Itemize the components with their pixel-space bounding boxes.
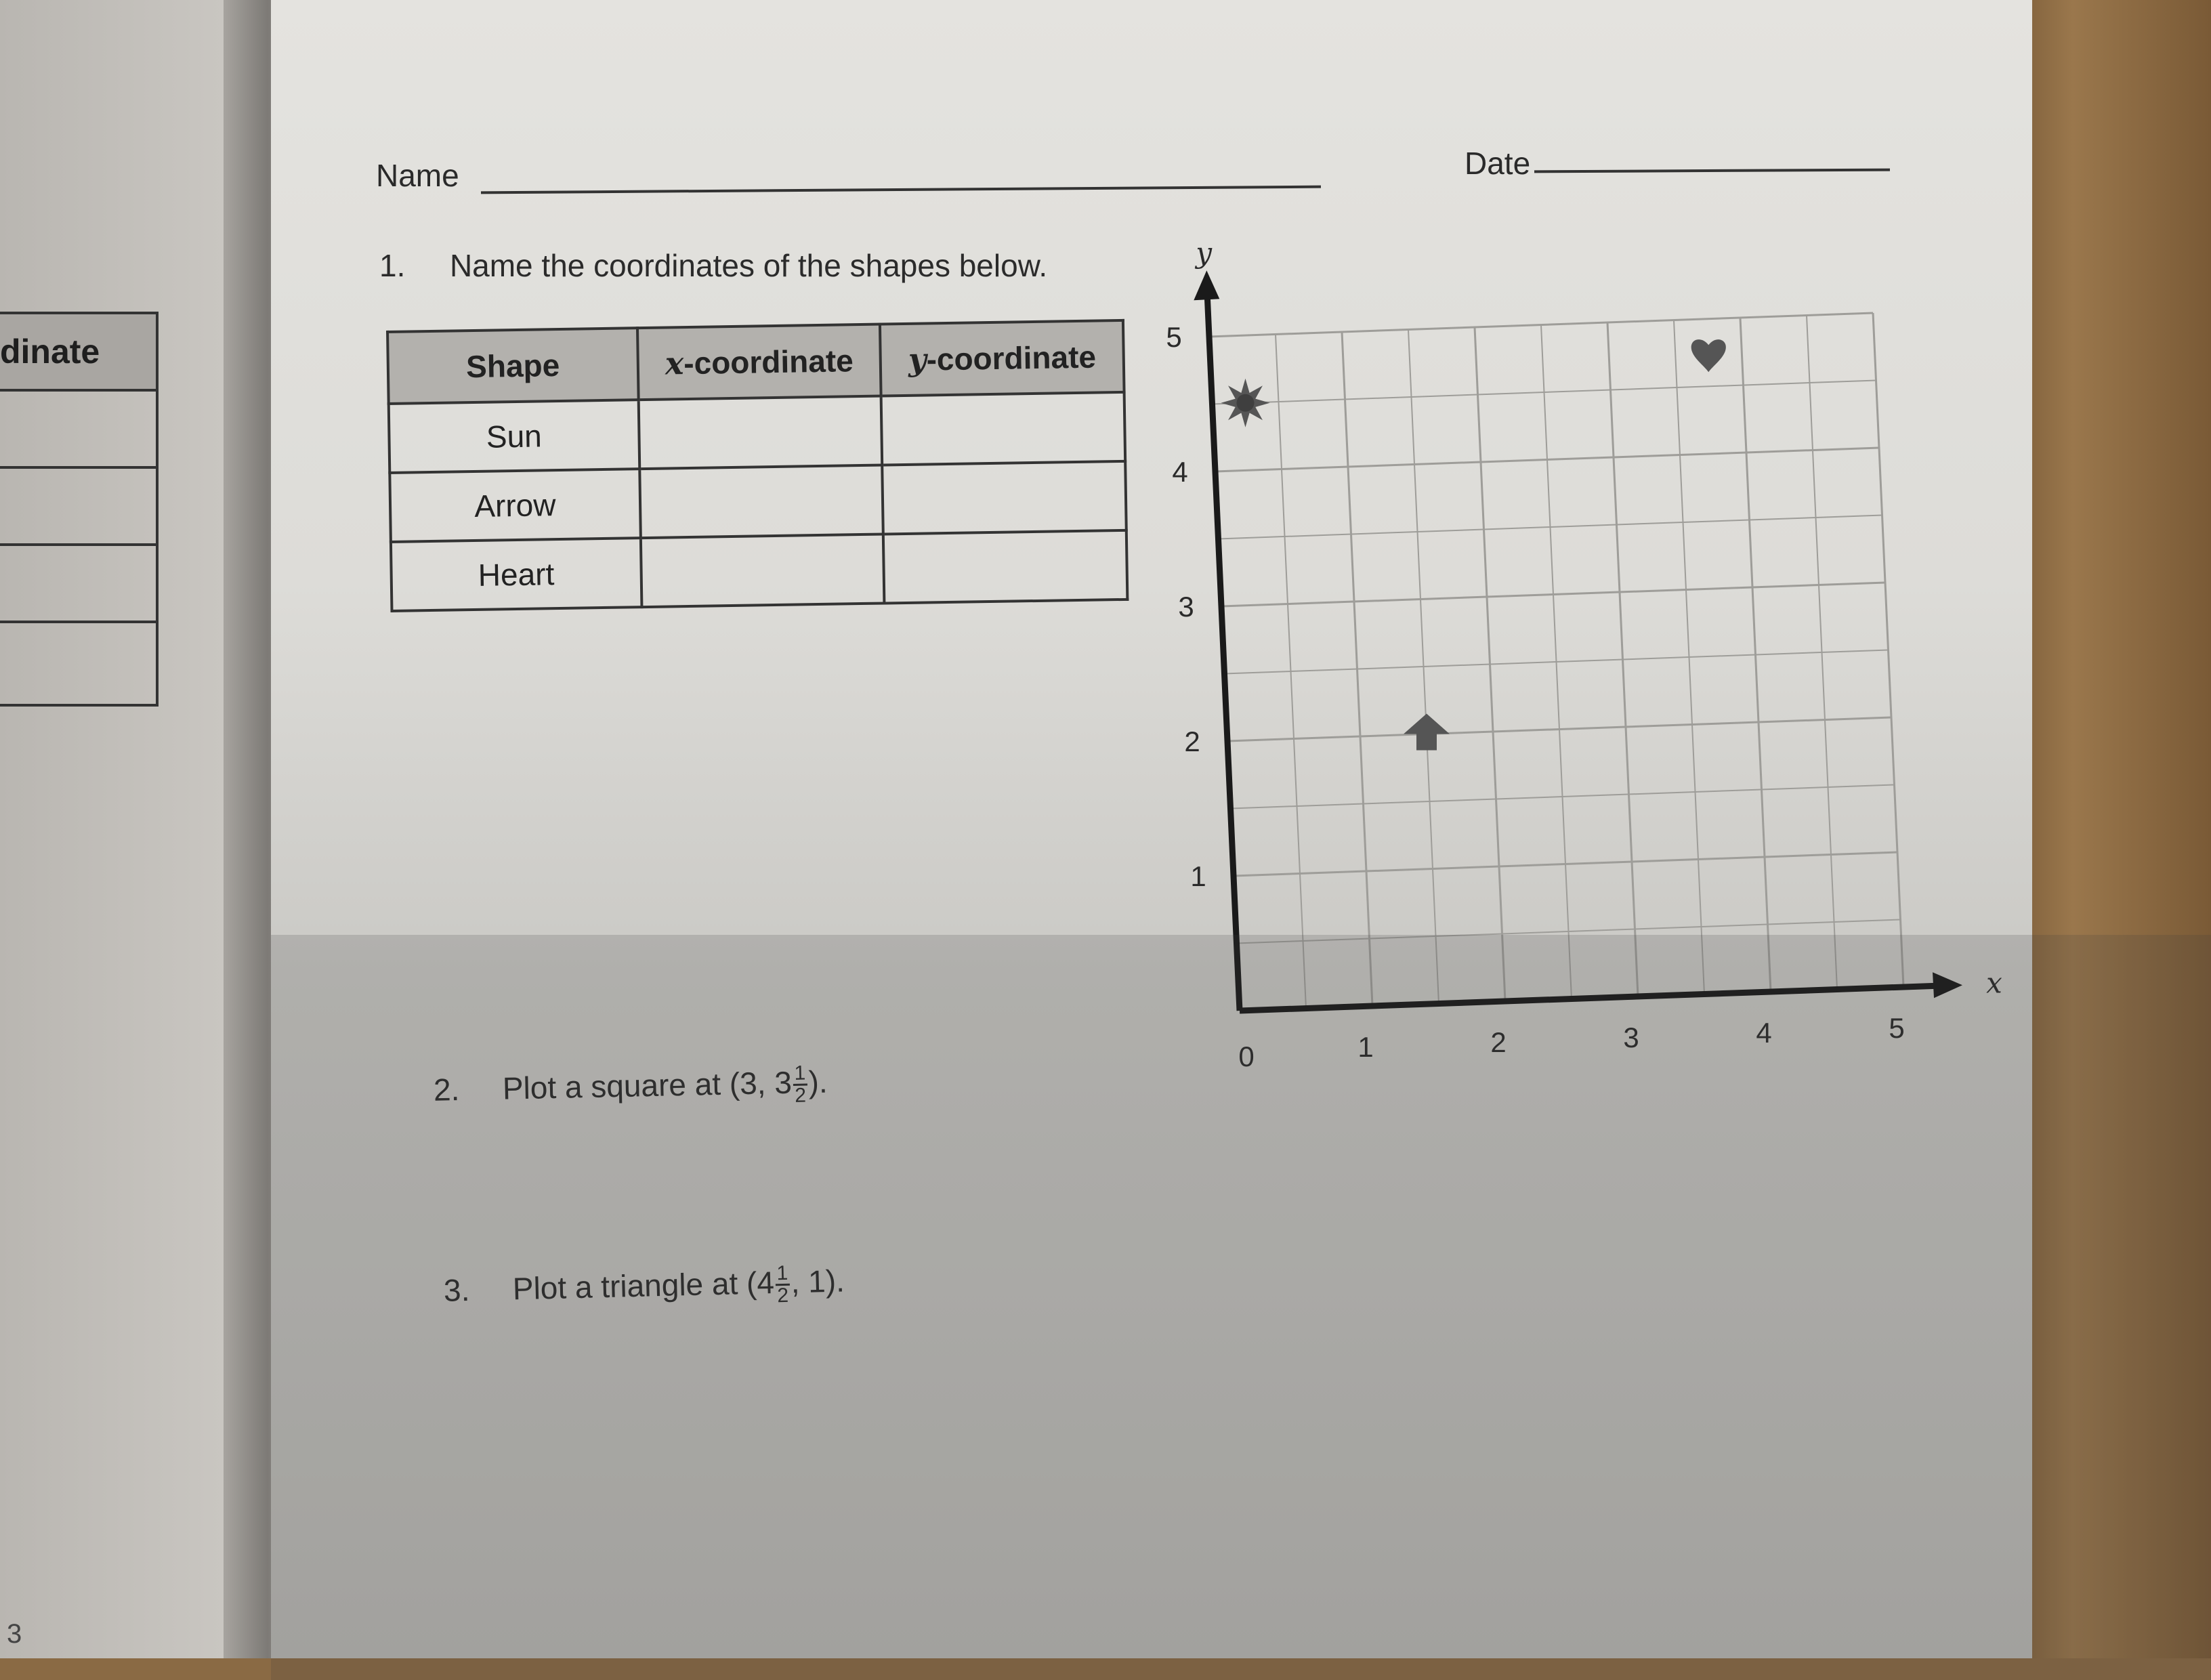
- x-tick-label: 4: [1756, 1017, 1772, 1049]
- y-tick-label: 3: [1178, 591, 1194, 623]
- header-y-var: y: [908, 341, 927, 378]
- question-1-text: Name the coordinates of the shapes below.: [449, 248, 1048, 283]
- y-tick-label: 1: [1190, 860, 1206, 892]
- x-axis-label: x: [1986, 966, 2002, 1000]
- header-x-var: x: [665, 345, 684, 382]
- left-page-number: 3: [7, 1619, 22, 1649]
- name-label: Name: [376, 158, 459, 193]
- header-x-rest: -coordinate: [683, 343, 854, 381]
- arrow-marker: [1404, 714, 1450, 751]
- y-tick-label: 5: [1166, 321, 1182, 353]
- row-arrow-shape: Arrow: [389, 469, 640, 542]
- y-axis-label: y: [1196, 236, 1213, 270]
- date-label: Date: [1465, 146, 1531, 181]
- question-2-text: Plot a square at (3, 3: [502, 1064, 793, 1106]
- question-3-frac-den: 2: [776, 1284, 789, 1307]
- row-heart-shape: Heart: [391, 538, 641, 611]
- question-1-number: 1.: [379, 248, 406, 283]
- question-3-frac-num: 1: [775, 1263, 789, 1286]
- x-tick-label: 2: [1490, 1026, 1507, 1058]
- y-axis-arrowhead: [1194, 270, 1219, 300]
- question-2-frac-num: 1: [793, 1064, 807, 1086]
- photo-shadow: [271, 935, 2211, 1680]
- header-shape: Shape: [387, 328, 638, 404]
- question-2-number: 2.: [433, 1071, 460, 1108]
- x-tick-label: 3: [1623, 1022, 1639, 1053]
- left-table-header: dinate: [0, 314, 156, 392]
- header-y-rest: -coordinate: [926, 339, 1097, 377]
- question-2-frac-den: 2: [794, 1084, 807, 1107]
- x-tick-label: 1: [1357, 1031, 1374, 1063]
- x-tick-label: 5: [1889, 1012, 1905, 1044]
- question-2-text-end: ).: [807, 1064, 828, 1100]
- question-3-number: 3.: [443, 1272, 470, 1308]
- y-tick-label: 4: [1172, 456, 1188, 488]
- question-3-text-end: , 1).: [790, 1263, 845, 1300]
- grid-lines: [1209, 313, 1903, 1009]
- question-3-text: Plot a triangle at (4: [512, 1264, 775, 1307]
- sun-marker-center: [1237, 394, 1255, 412]
- y-tick-label: 2: [1184, 726, 1200, 757]
- origin-label: 0: [1238, 1041, 1255, 1072]
- heart-marker: [1691, 339, 1726, 372]
- row-sun-shape: Sun: [389, 400, 639, 473]
